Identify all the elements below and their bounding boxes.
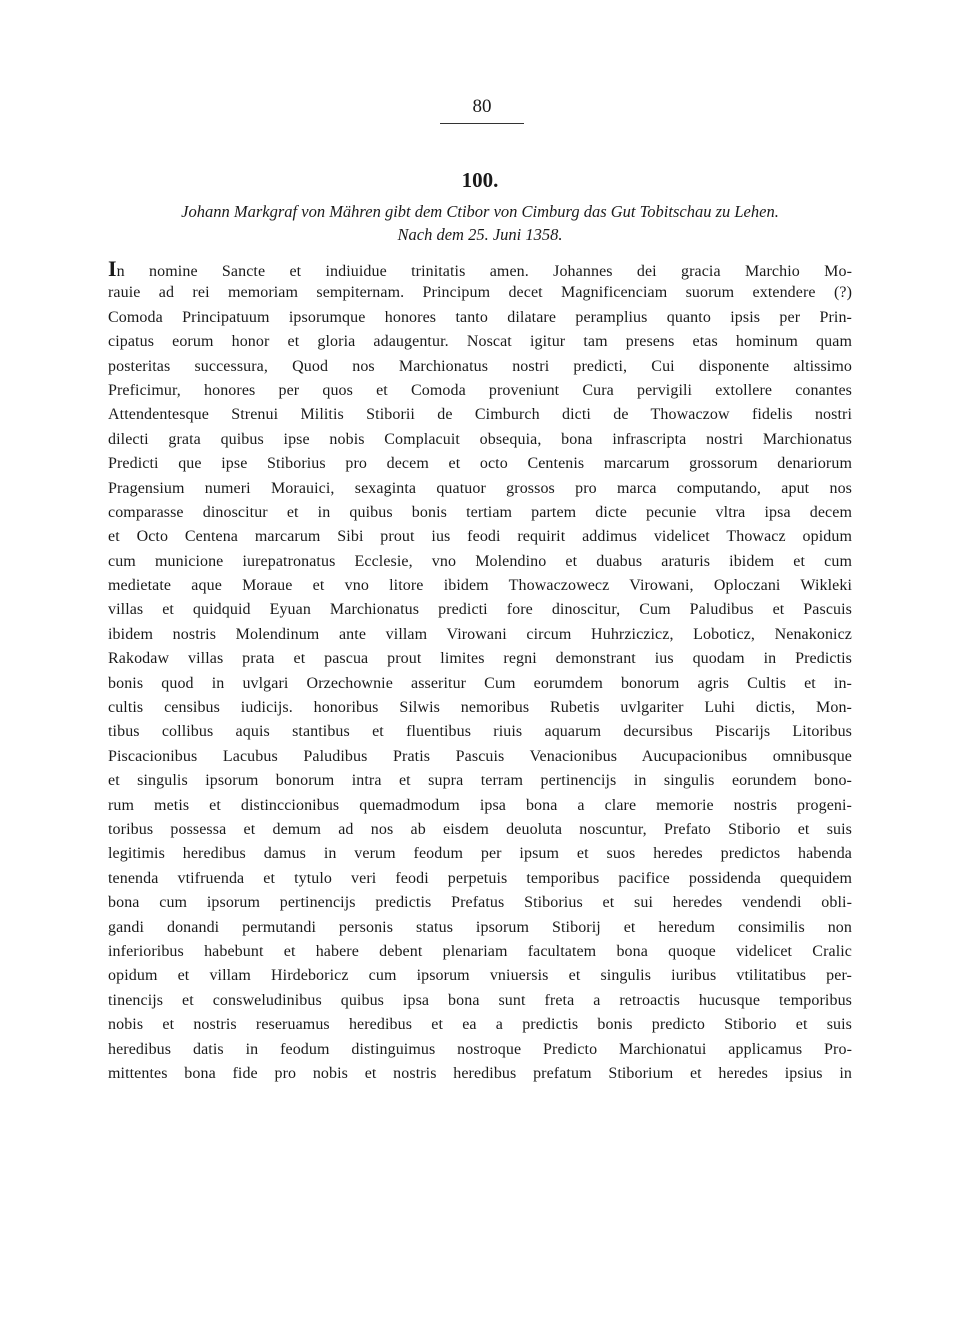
body-line: gandi donandi permutandi personis status ipsorum Stiborij et heredum consimilis non [108,918,852,936]
page-number: 80 [472,96,492,117]
body-line: ibidem nostris Molendinum ante villam Virowani circum Huhrziczicz, Loboticz, Nenakonicz [108,625,852,643]
body-line: Attendentesque Strenui Militis Stiborii de Cimburch dicti de Thowaczow fidelis nostri [108,406,852,424]
body-line: bona cum ipsorum pertinencijs predictis Prefatus Stiborius et sui heredes vendendi obli- [108,894,852,912]
heading-line-2: Nach dem 25. Juni 1358. [397,225,563,244]
heading-line-1: Johann Markgraf von Mähren gibt dem Ctibor von Cimburg das Gut Tobitschau zu Lehen. [181,202,779,221]
body-line: tinencijs et consweludinibus quibus ipsa bona sunt freta a retroactis hucusque temporibus [108,991,852,1009]
page-number-rule [440,123,524,124]
body-line: mittentes bona fide pro nobis et nostris heredibus prefatum Stiborium et heredes ipsius in [108,1064,852,1082]
body-line: et singulis ipsorum bonorum intra et supra terram pertinencijs in singulis eorundem bono- [108,772,852,790]
body-line: Preficimur, honores per quos et Comoda proveniunt Cura pervigili extollere conantes [108,381,852,399]
body-line: posteritas successura, Quod nos Marchionatus nostri predicti, Cui disponente altissimo [108,357,852,375]
body-line: Piscacionibus Lacubus Paludibus Pratis Pascuis Venacionibus Aucupacionibus omnibusque [108,747,852,765]
body-line: tibus collibus aquis stantibus et fluentibus riuis aquarum decursibus Piscarijs Litoribus [108,723,852,741]
body-line: villas et quidquid Eyuan Marchionatus predicti fore dinoscitur, Cum Paludibus et Pascuis [108,601,852,619]
body-line: rauie ad rei memoriam sempiternam. Principum decet Magnificenciam suorum extendere (?) [108,284,852,302]
document-number: 100. [461,168,499,192]
body-line: In nomine Sancte et indiuidue trinitatis amen. Johannes dei gracia Marchio Mo- [108,256,852,281]
body-line: dilecti grata quibus ipse nobis Complacuit obsequia, bona infrascripta nostri Marchionatus [108,430,852,448]
body-line: tenenda vtifruenda et tytulo veri feodi perpetuis temporibus pacifice possidenda quequidem [108,869,852,887]
body-line: bonis quod in uvlgari Orzechownie asseritur Cum eorumdem bonorum agris Cultis et in- [108,674,852,692]
body-line: cum municione iurepatronatus Ecclesie, vno Molendino et duabus araturis ibidem et cum [108,552,852,570]
body-line: inferioribus habebunt et habere debent plenariam facultatem bona quoque videlicet Cralic [108,942,852,960]
body-line: Predicti que ipse Stiborius pro decem et octo Centenis marcarum grossorum denariorum [108,455,852,473]
body-line: comparasse dinoscitur et in quibus bonis tertiam partem dicte pecunie vltra ipsa decem [108,503,852,521]
body-line: Pragensium numeri Morauici, sexaginta quatuor grossos pro marca computando, aput nos [108,479,852,497]
body-line: cultis censibus iudicijs. honoribus Silwis nemoribus Rubetis uvlgariter Luhi dictis, Mon- [108,699,852,717]
body-line: et Octo Centena marcarum Sibi prout ius feodi requirit addimus videlicet Thowacz opidum [108,528,852,546]
body-text [108,257,852,1086]
body-line: Rakodaw villas prata et pascua prout limites regni demonstrant ius quodam in Predictis [108,650,852,668]
body-line: legitimis heredibus damus in verum feodum per ipsum et suos heredes predictos habenda [108,845,852,863]
body-line: Comoda Principatuum ipsorumque honores tanto dilatare peramplius quanto ipsis per Prin- [108,308,852,326]
body-line: cipatus eorum honor et gloria adaugentur. Noscat igitur tam presens etas hominum quam [108,333,852,351]
body-line: opidum et villam Hirdeboricz cum ipsorum vniuersis et singulis iuribus vtilitatibus per- [108,967,852,985]
body-line: nobis et nostris reseruamus heredibus et ea a predictis bonis predicto Stiborio et suis [108,1016,852,1034]
body-line: medietate aque Moraue et vno litore ibidem Thowaczowecz Virowani, Oploczani Wikleki [108,577,852,595]
body-line: rum metis et distinccionibus quemadmodum ipsa bona a clare memorie nostris progeni- [108,796,852,814]
document-heading [108,200,852,246]
body-line: heredibus datis in feodum distinguimus nostroque Predicto Marchionatui applicamus Pro- [108,1040,852,1058]
body-line: toribus possessa et demum ad nos ab eisdem deuoluta noscuntur, Prefato Stiborio et suis [108,820,852,838]
